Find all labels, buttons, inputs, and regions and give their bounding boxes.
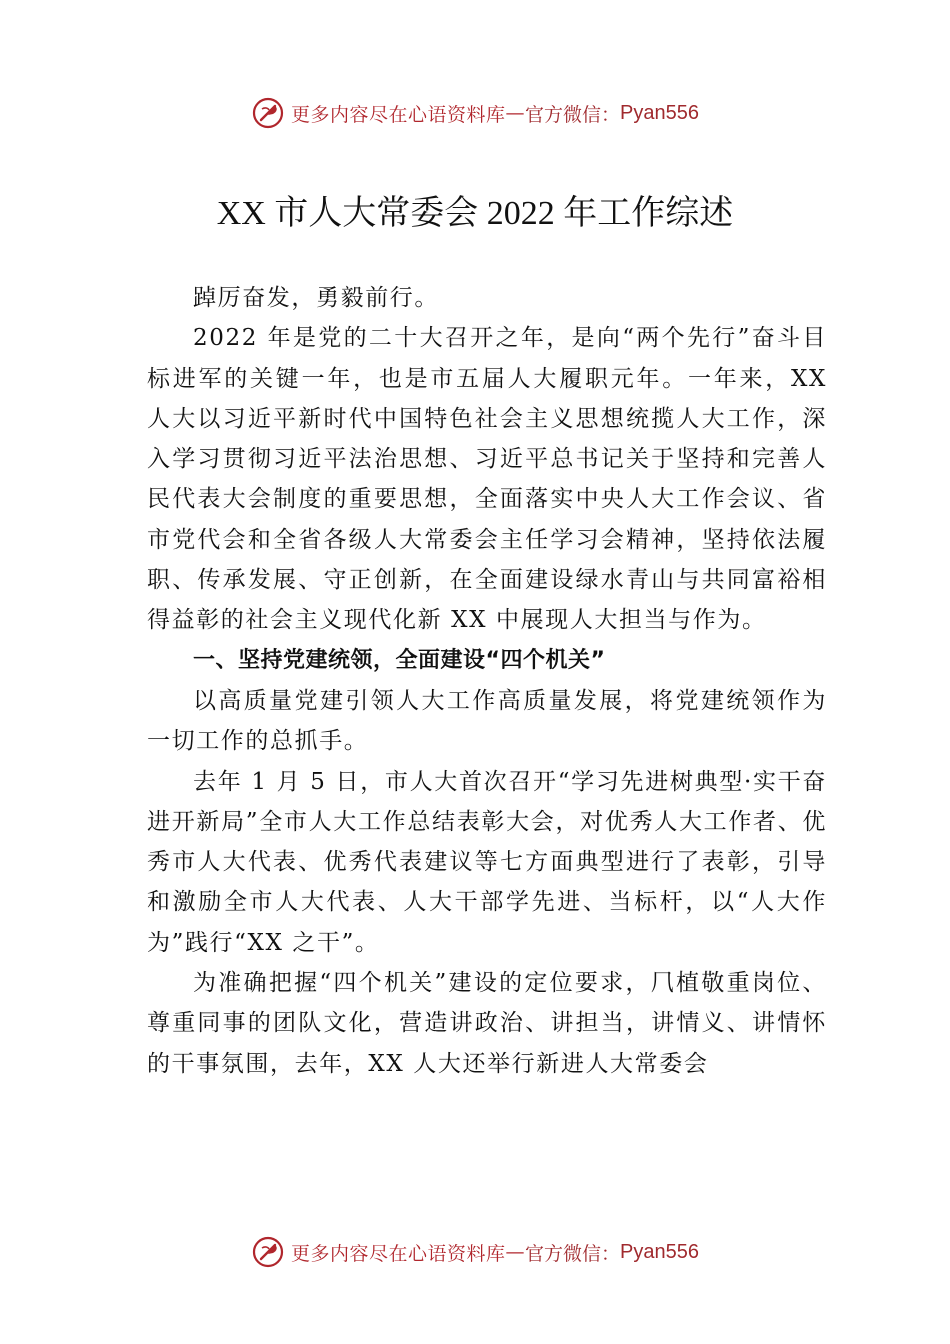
document-title: XX 市人大常委会 2022 年工作综述 [216, 195, 734, 232]
banner-brand-text: 更多内容尽在心语资料库 [291, 103, 506, 126]
header-banner [0, 93, 950, 133]
paragraph-four-organs: 为准确把握“四个机关”建设的定位要求，⺇植敬重岗位、尊重同事的团队文化，营造讲政治、讲担当，讲情义、讲情怀的干事氛围，去年，XX 人大还举行新进人大常委会 [147, 970, 827, 1077]
footer-banner [0, 1232, 950, 1272]
banner-separator: — [505, 1241, 526, 1263]
section-heading-1: 一、坚持党建统领，全面建设“四个机关” [193, 647, 606, 673]
banner-separator: — [505, 102, 526, 124]
banner-wechat-label: 官方微信： [525, 103, 621, 126]
paragraph-intro: 踔厉奋发，勇毅前行。 [193, 285, 439, 311]
quill-circle-logo [251, 96, 285, 130]
paragraph-overview: 2022 年是党的二十大召开之年，是向“两个先行”奋斗目标进军的关键一年，也是市五届人大履职元年。一年来，XX 人大以习近平新时代中国特色社会主义思想统揽人大工作，深入学习贯彻习近平法治思想、习近平总书记关于坚持和完善人民代表大会制度的重要思想，全面落实中央人大工作会议、省市党代会和全省各级人大常委会主任学习会精神，坚持依法履职、传承发展、守正创新，在全面建设绿水青山与共同富裕相得益彰的社会主义现代化新 XX 中展现人大担当与作为。 [147, 325, 827, 634]
banner-account: Pyan556 [620, 1240, 699, 1263]
document-body [147, 278, 827, 1084]
paragraph-party-building: 以高质量党建引领人大工作高质量发展，将党建统领作为一切工作的总抓手。 [147, 687, 827, 755]
banner-wechat-label: 官方微信： [525, 1242, 621, 1265]
quill-circle-logo [251, 1235, 285, 1269]
banner-account: Pyan556 [620, 101, 699, 124]
banner-brand-text: 更多内容尽在心语资料库 [291, 1242, 506, 1265]
paragraph-commendation: 去年 1 月 5 日，市人大首次召开“学习先进树典型·实干奋进开新局”全市人大工作总结表彰大会，对优秀人大工作者、优秀市人大代表、优秀代表建议等七方面典型进行了表彰，引导和激励全市人大代表、人大干部学先进、当标杆，以“人大作为”践行“XX 之干”。 [147, 768, 827, 956]
